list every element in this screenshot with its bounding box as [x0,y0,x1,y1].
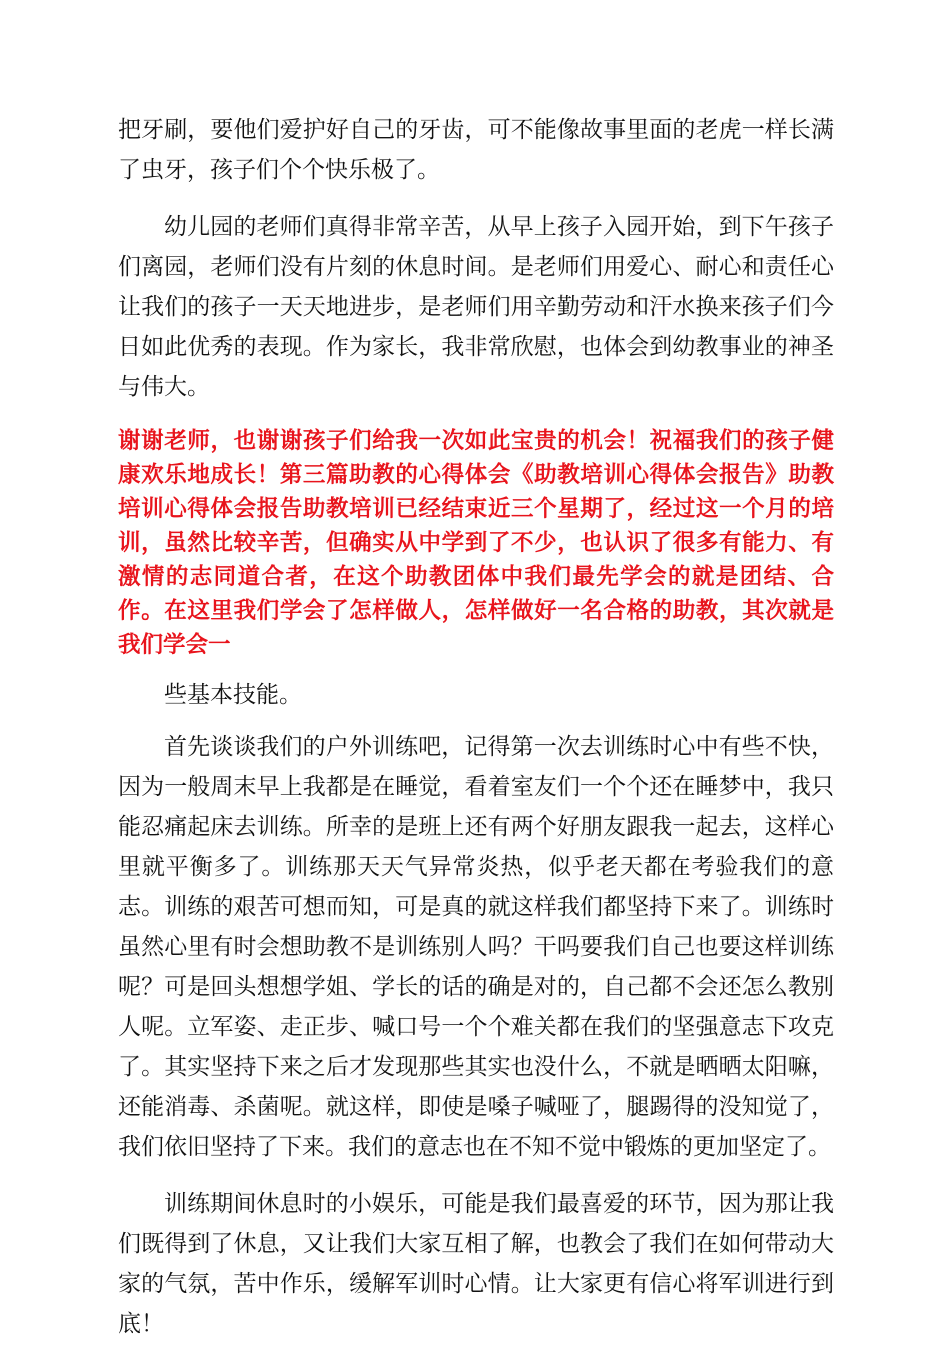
paragraph-1: 把牙刷，要他们爱护好自己的牙齿，可不能像故事里面的老虎一样长满了虫牙，孩子们个个快乐极了。 [118,117,834,183]
highlighted-paragraph: 谢谢老师，也谢谢孩子们给我一次如此宝贵的机会！祝福我们的孩子健康欢乐地成长！第三篇助教的心得体会《助教培训心得体会报告》助教培训心得体会报告助教培训已经结束近三个星期了，经过这一个月的培训，虽然比较辛苦，但确实从中学到了不少，也认识了很多有能力、有激情的志同道合者，在这个助教团体中我们最先学会的就是团结、合作。在这里我们学会了怎样做人，怎样做好一名合格的助教，其次就是我们学会一 [118,428,834,658]
paragraph-5: 首先谈谈我们的户外训练吧，记得第一次去训练时心中有些不快，因为一般周末早上我都是在睡觉，看着室友们一个个还在睡梦中，我只能忍痛起床去训练。所幸的是班上还有两个好朋友跟我一起去，这样心里就平衡多了。训练那天天气异常炎热，似乎老天都在考验我们的意志。训练的艰苦可想而知，可是真的就这样我们都坚持下来了。训练时虽然心里有时会想助教不是训练别人吗？干吗要我们自己也要这样训练呢？可是回头想想学姐、学长的话的确是对的，自己都不会还怎么教别人呢。立军姿、走正步、喊口号一个个难关都在我们的坚强意志下攻克了。其实坚持下来之后才发现那些其实也没什么，不就是晒晒太阳嘛，还能消毒、杀菌呢。就这样，即使是嗓子喊哑了，腿踢得的没知觉了，我们依旧坚持了下来。我们的意志也在不知不觉中锻炼的更加坚定了。 [118,734,834,1160]
paragraph-2: 幼儿园的老师们真得非常辛苦，从早上孩子入园开始，到下午孩子们离园，老师们没有片刻的休息时间。是老师们用爱心、耐心和责任心让我们的孩子一天天地进步，是老师们用辛勤劳动和汗水换来孩子们今日如此优秀的表现。作为家长，我非常欣慰，也体会到幼教事业的神圣与伟大。 [118,214,834,400]
document-body [118,110,834,1361]
paragraph-4: 些基本技能。 [164,682,302,708]
paragraph-6: 训练期间休息时的小娱乐，可能是我们最喜爱的环节，因为那让我们既得到了休息，又让我们大家互相了解，也教会了我们在如何带动大家的气氛，苦中作乐，缓解军训时心情。让大家更有信心将军训进行到底！ [118,1191,834,1337]
